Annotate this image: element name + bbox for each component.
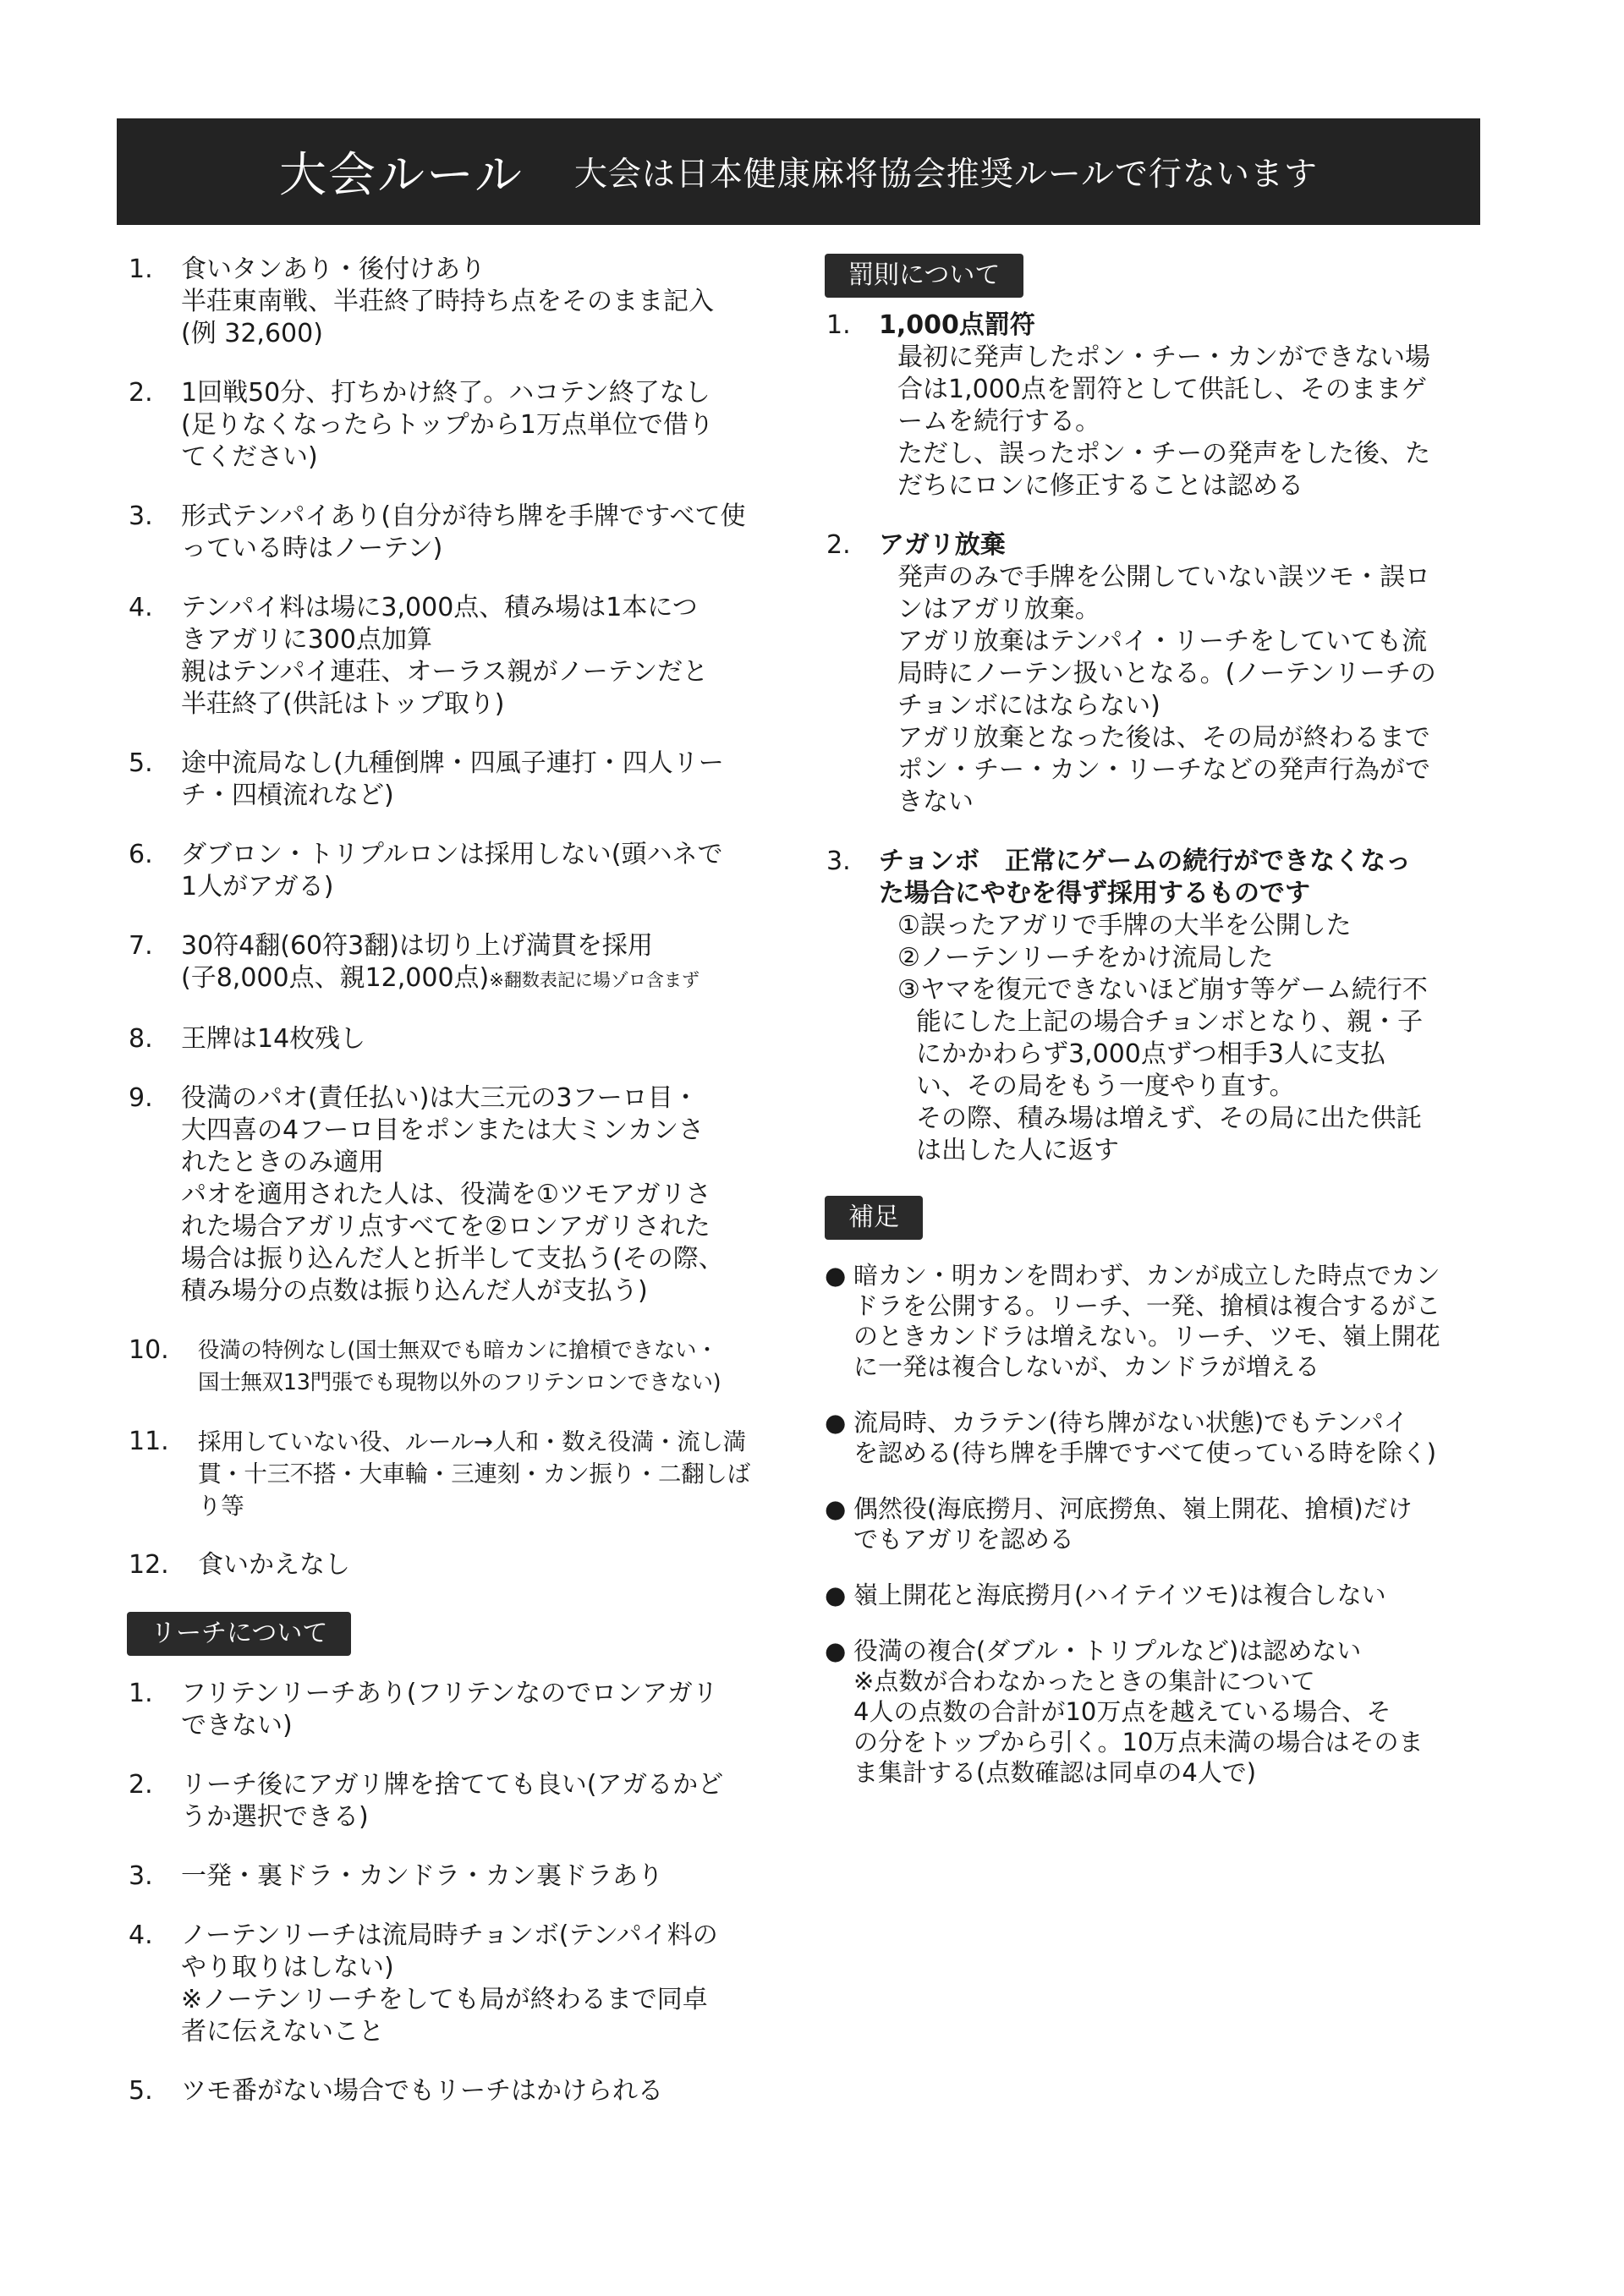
penalty-line: ②ノーテンリーチをかけ流局した — [897, 943, 1274, 973]
bullet-icon: ● — [825, 1261, 847, 1290]
penalty-number: 2. — [826, 530, 851, 560]
riichi-line: できない) — [181, 1711, 293, 1740]
rule-number: 10. — [129, 1335, 169, 1365]
rule-number: 12. — [129, 1550, 169, 1580]
bullet-icon: ● — [825, 1408, 847, 1437]
penalty-title: チョンボ 正常にゲームの続行ができなくなっ — [879, 847, 1412, 876]
bullet-icon: ● — [825, 1494, 847, 1523]
rule-line: (例 32,600) — [181, 319, 323, 348]
supplement-line: に一発は複合しないが、カンドラが増える — [853, 1352, 1320, 1381]
riichi-line: 者に伝えないこと — [181, 2017, 384, 2047]
rule-line: 食いタンあり・後付けあり — [181, 255, 486, 284]
rule-line: り等 — [198, 1493, 244, 1520]
penalty-subline: 能にした上記の場合チョンボとなり、親・子 — [916, 1007, 1424, 1037]
supplement-line: 嶺上開花と海底撈月(ハイテイツモ)は複合しない — [853, 1581, 1386, 1609]
rule-line: 積み場分の点数は振り込んだ人が支払う) — [181, 1276, 648, 1306]
rule-line: (足りなくなったらトップから1万点単位で借り — [181, 410, 714, 440]
riichi-line: リーチ後にアガリ牌を捨てても良い(アガるかど — [181, 1770, 724, 1800]
bullet-icon: ● — [825, 1636, 847, 1665]
rule-number: 6. — [129, 840, 153, 869]
rule-line: 役満の特例なし(国士無双でも暗カンに搶槓できない・ — [198, 1338, 718, 1363]
rule-line: 役満のパオ(責任払い)は大三元の3フーロ目・ — [181, 1083, 699, 1113]
supplement-line: 暗カン・明カンを問わず、カンが成立した時点でカン — [853, 1261, 1440, 1290]
bullet-icon: ● — [825, 1581, 847, 1609]
riichi-item — [127, 1860, 787, 1893]
rule-number: 7. — [129, 931, 153, 961]
supplement-item — [825, 1260, 1501, 1382]
riichi-item — [127, 2075, 787, 2107]
penalty-line: ③ヤマを復元できないほど崩す等ゲーム続行不 — [897, 975, 1428, 1005]
rule-line: (子8,000点、親12,000点) — [181, 963, 490, 993]
penalty-line: 最初に発声したポン・チー・カンができない場 — [897, 342, 1430, 372]
rule-item — [127, 377, 787, 474]
page-title: 大会ルール — [278, 148, 524, 203]
supplement-item — [825, 1580, 1501, 1610]
supplement-section-header — [825, 1196, 1501, 1240]
rule-line: 半荘東南戦、半荘終了時持ち点をそのまま記入 — [181, 287, 714, 316]
riichi-number: 5. — [129, 2076, 153, 2106]
supplement-line: を認める(待ち牌を手牌ですべて使っている時を除く) — [853, 1438, 1437, 1467]
rule-line-with-note — [181, 962, 787, 996]
rule-item — [127, 592, 787, 721]
rule-line: 30符4翻(60符3翻)は切り上げ満貫を採用 — [181, 931, 653, 961]
penalty-number: 3. — [826, 847, 851, 876]
rule-number: 1. — [129, 255, 153, 284]
penalty-title-cont: た場合にやむを得ず採用するものです — [879, 879, 1310, 908]
supplement-line: ※点数が合わなかったときの集計について — [853, 1667, 1315, 1696]
rule-line: 1人がアガる) — [181, 872, 334, 901]
riichi-line: うか選択できる) — [181, 1802, 369, 1832]
supplement-line: 役満の複合(ダブル・トリプルなど)は認めない — [853, 1636, 1362, 1665]
rule-line: 食いかえなし — [198, 1550, 350, 1580]
riichi-line: ツモ番がない場合でもリーチはかけられる — [181, 2076, 663, 2106]
penalty-line: チョンボにはならない) — [897, 691, 1160, 721]
left-column — [127, 254, 787, 2107]
penalty-line: ①誤ったアガリで手牌の大半を公開した — [897, 911, 1352, 940]
supplement-item — [825, 1407, 1501, 1468]
page-subtitle: 大会は日本健康麻将協会推奨ルールで行ないます — [573, 156, 1319, 194]
supplement-line: のときカンドラは増えない。リーチ、ツモ、嶺上開花 — [853, 1322, 1440, 1351]
penalty-line: 発声のみで手牌を公開していない誤ツモ・誤ロ — [897, 562, 1430, 592]
rule-number: 3. — [129, 501, 153, 531]
rule-item — [127, 748, 787, 812]
header-banner — [117, 118, 1480, 225]
penalty-line: 合は1,000点を罰符として供託し、そのままゲ — [897, 375, 1427, 404]
penalty-subline: い、その局をもう一度やり直す。 — [916, 1071, 1295, 1101]
riichi-number: 2. — [129, 1770, 153, 1800]
riichi-line: やり取りはしない) — [181, 1953, 394, 1982]
rule-line: っている時はノーテン) — [181, 534, 443, 563]
penalty-number: 1. — [826, 310, 851, 340]
supplement-line: でもアガリを認める — [853, 1525, 1074, 1553]
penalty-section-header — [825, 254, 1501, 298]
penalty-line: ただし、誤ったポン・チーの発声をした後、た — [897, 439, 1430, 469]
riichi-item — [127, 1920, 787, 2048]
rule-line: 貫・十三不搭・大車輪・三連刻・カン振り・二翻しば — [198, 1460, 750, 1488]
rule-line: 形式テンパイあり(自分が待ち牌を手牌ですべて使 — [181, 501, 746, 531]
rule-number: 8. — [129, 1024, 153, 1054]
rule-item — [127, 839, 787, 903]
supplement-section-label: 補足 — [825, 1196, 923, 1240]
riichi-number: 1. — [129, 1679, 153, 1708]
rule-number: 4. — [129, 593, 153, 622]
penalty-section-label: 罰則について — [825, 254, 1023, 298]
penalty-subline: その際、積み場は増えず、その局に出た供託 — [916, 1104, 1422, 1133]
rule-line: 王牌は14枚残し — [181, 1024, 366, 1054]
rule-number: 2. — [129, 378, 153, 408]
riichi-line: 一発・裏ドラ・カンドラ・カン裏ドラあり — [181, 1861, 663, 1891]
riichi-line: フリテンリーチあり(フリテンなのでロンアガリ — [181, 1679, 718, 1708]
rule-line: テンパイ料は場に3,000点、積み場は1本につ — [181, 593, 698, 622]
riichi-number: 4. — [129, 1921, 153, 1950]
riichi-section-header — [127, 1612, 787, 1656]
rule-line: れた場合アガリ点すべてを②ロンアガリされた — [181, 1212, 710, 1241]
penalty-line: ポン・チー・カン・リーチなどの発声行為がで — [897, 755, 1430, 785]
penalty-line: 局時にノーテン扱いとなる。(ノーテンリーチの — [897, 659, 1436, 688]
supplement-item — [825, 1493, 1501, 1554]
penalty-line: アガリ放棄となった後は、その局が終わるまで — [897, 723, 1430, 753]
supplement-line: ま集計する(点数確認は同卓の4人で) — [853, 1758, 1257, 1787]
penalty-line: アガリ放棄はテンパイ・リーチをしていても流 — [897, 627, 1428, 656]
rule-line: 途中流局なし(九種倒牌・四風子連打・四人リー — [181, 748, 724, 778]
rule-item — [127, 1082, 787, 1307]
penalty-item — [825, 529, 1501, 819]
rule-line: 国士無双13門張でも現物以外のフリテンロンできない) — [198, 1370, 721, 1395]
supplement-line: 流局時、カラテン(待ち牌がない状態)でもテンパイ — [853, 1408, 1408, 1437]
penalty-subline: にかかわらず3,000点ずつ相手3人に支払 — [916, 1039, 1385, 1069]
rule-line: 1回戦50分、打ちかけ終了。ハコテン終了なし — [181, 378, 710, 408]
riichi-item — [127, 1769, 787, 1833]
penalty-title: 1,000点罰符 — [879, 310, 1035, 340]
penalty-line: ームを続行する。 — [897, 407, 1100, 436]
rule-number: 5. — [129, 748, 153, 778]
rule-line: チ・四槓流れなど) — [181, 781, 394, 810]
rule-line: れたときのみ適用 — [181, 1148, 384, 1177]
supplement-line: 4人の点数の合計が10万点を越えている場合、そ — [853, 1697, 1391, 1726]
supplement-line: 偶然役(海底撈月、河底撈魚、嶺上開花、搶槓)だけ — [853, 1494, 1413, 1523]
rule-item — [127, 930, 787, 996]
penalty-title: アガリ放棄 — [879, 530, 1006, 560]
riichi-item — [127, 1678, 787, 1742]
penalty-line: ンはアガリ放棄。 — [897, 595, 1100, 624]
rule-line: 半荘終了(供託はトップ取り) — [181, 689, 505, 719]
supplement-line: の分をトップから引く。10万点未満の場合はそのま — [853, 1728, 1424, 1756]
rule-number: 11. — [129, 1427, 169, 1456]
rule-line: てください) — [181, 442, 318, 472]
rule-note: ※翻数表記に場ゾロ含まず — [489, 970, 700, 990]
rule-line: 大四喜の4フーロ目をポンまたは大ミンカンさ — [181, 1115, 705, 1145]
rule-line: ダブロン・トリプルロンは採用しない(頭ハネで — [181, 840, 723, 869]
supplement-line: ドラを公開する。リーチ、一発、搶槓は複合するがこ — [853, 1291, 1440, 1320]
rule-number: 9. — [129, 1083, 153, 1113]
rule-item — [127, 1426, 787, 1522]
rule-item — [127, 501, 787, 565]
riichi-section-label: リーチについて — [127, 1612, 351, 1656]
penalty-line: だちにロンに修正することは認める — [897, 471, 1303, 501]
supplement-item — [825, 1636, 1501, 1788]
rule-line: きアガリに300点加算 — [181, 625, 432, 655]
riichi-number: 3. — [129, 1861, 153, 1891]
penalty-item — [825, 310, 1501, 502]
rule-item — [127, 254, 787, 350]
riichi-line: ノーテンリーチは流局時チョンボ(テンパイ料の — [181, 1921, 718, 1950]
rule-item — [127, 1334, 787, 1399]
penalty-item — [825, 846, 1501, 1167]
rule-item — [127, 1549, 787, 1581]
rule-line: 採用していない役、ルール→人和・数え役満・流し満 — [198, 1428, 746, 1455]
penalty-subline: は出した人に返す — [916, 1136, 1119, 1165]
rule-line: 親はテンパイ連荘、オーラス親がノーテンだと — [181, 657, 709, 687]
right-column — [825, 254, 1501, 1788]
rule-line: 場合は振り込んだ人と折半して支払う(その際、 — [181, 1244, 724, 1274]
penalty-line: きない — [897, 787, 974, 817]
rule-item — [127, 1023, 787, 1055]
rule-line: パオを適用された人は、役満を①ツモアガリさ — [181, 1180, 711, 1209]
riichi-line: ※ノーテンリーチをしても局が終わるまで同卓 — [181, 1985, 708, 2014]
